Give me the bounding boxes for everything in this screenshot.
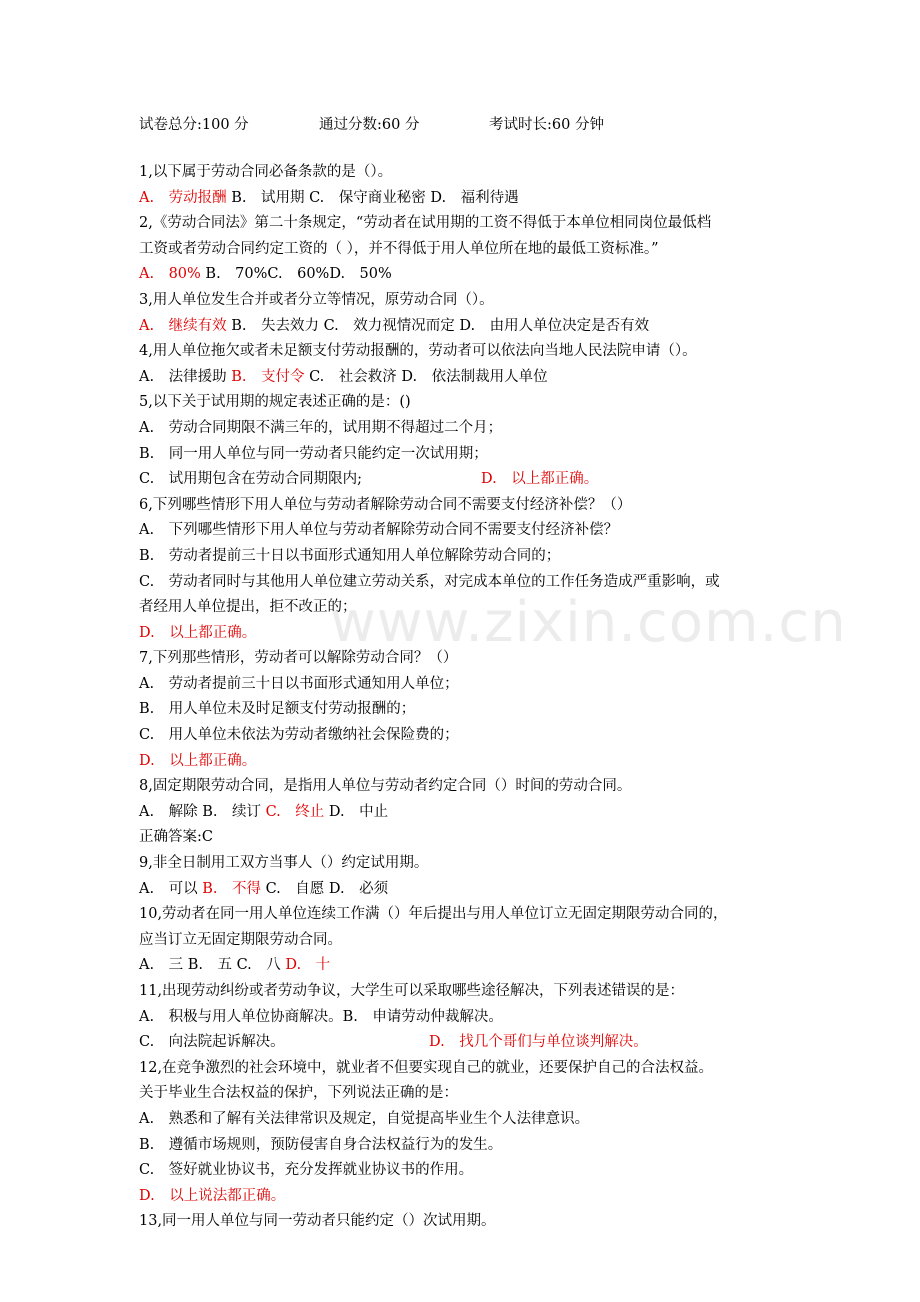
question-text: C. 劳动者同时与其他用人单位建立劳动关系，对完成本单位的工作任务造成严重影响，或 [139,573,720,590]
text-line [139,953,794,979]
text-line [139,1081,794,1107]
text-line [139,672,794,698]
question-text: 6,下列哪些情形下用人单位与劳动者解除劳动合同不需要支付经济补偿？（） [139,496,632,513]
question-text: A. 劳动合同期限不满三年的，试用期不得超过二个月； [139,419,503,436]
question-text: 9,非全日制用工双方当事人（）约定试用期。 [139,855,429,872]
question-text: 4,用人单位拖欠或者未足额支付劳动报酬的，劳动者可以依法向当地人民法院申请（）。 [139,343,697,360]
question-text: A. 下列哪些情形下用人单位与劳动者解除劳动合同不需要支付经济补偿？ [139,522,619,539]
text-line [139,749,794,775]
text-line [139,390,794,416]
text-line [139,595,794,621]
text-line [139,902,794,928]
text-line [139,1005,794,1031]
text-line [139,160,794,186]
question-text: B. 用人单位未及时足额支付劳动报酬的； [139,701,416,718]
question-text: B. 劳动者提前三十日以书面形式通知用人单位解除劳动合同的； [139,547,561,564]
text-line [139,877,794,903]
question-text: B. 70%C. 60%D. 50% [200,266,392,283]
question-text: C. 社会救济 D. 依法制裁用人单位 [304,368,548,385]
question-text: 10,劳动者在同一用人单位连续工作满（）年后提出与用人单位订立无固定期限劳动合同的， [139,906,728,923]
question-text: 1,以下属于劳动合同必备条款的是（）。 [139,164,393,180]
text-line [139,1209,794,1235]
total-score: 试卷总分:100 分 [139,117,249,133]
text-line [139,237,794,263]
text-line [139,1133,794,1159]
text-line [139,697,794,723]
text-line [139,416,794,442]
answer-text: D. 找几个哥们与单位谈判解决。 [429,1034,648,1051]
answer-text: A. 劳动报酬 [139,189,227,206]
text-line [139,314,794,340]
question-text: 12,在竞争激烈的社会环境中，就业者不但要实现自己的就业，还要保护自己的合法权益。 [139,1059,714,1076]
question-text: A. 法律援助 [139,368,232,385]
question-text: C. 用人单位未依法为劳动者缴纳社会保险费的； [139,727,459,744]
text-line [139,211,794,237]
question-text: 应当订立无固定期限劳动合同。 [139,931,342,948]
question-text: 13,同一用人单位与同一劳动者只能约定（）次试用期。 [139,1213,496,1230]
text-line [139,928,794,954]
question-text: 3,用人单位发生合并或者分立等情况，原劳动合同（）。 [139,291,494,308]
question-text: C. 签好就业协议书，充分发挥就业协议书的作用。 [139,1162,474,1179]
answer-text: A. 80% [139,266,201,283]
text-line [139,800,794,826]
question-text: 8,固定期限劳动合同，是指用人单位与劳动者约定合同（）时间的劳动合同。 [139,778,632,795]
text-line [139,1184,794,1210]
text-line [139,442,794,468]
pass-score: 通过分数:60 分 [319,117,420,133]
question-text: 5,以下关于试用期的规定表述正确的是：() [139,394,411,411]
question-text: D. 中止 [324,803,389,820]
answer-text: D. 以上都正确。 [139,752,257,769]
text-line [139,365,794,391]
question-text: 工资或者劳动合同约定工资的（ ），并不得低于用人单位所在地的最低工资标准。” [139,240,659,257]
text-line [139,1107,794,1133]
question-text: C. 向法院起诉解决。 [139,1034,285,1051]
question-text: A. 熟悉和了解有关法律常识及规定，自觉提高毕业生个人法律意识。 [139,1110,590,1127]
text-line [139,288,794,314]
text-line [139,467,794,493]
answer-text: B. 支付令 [231,368,305,385]
question-text: 7,下列那些情形，劳动者可以解除劳动合同？（） [139,650,458,667]
question-text: A. 可以 [139,880,203,897]
text-line [139,723,794,749]
text-line [139,774,794,800]
text-line [139,621,794,647]
text-line [139,570,794,596]
answer-text: A. 继续有效 [139,317,227,334]
text-line [139,851,794,877]
text-line [139,979,794,1005]
answer-text: C. 终止 [265,803,325,820]
question-text: A. 三 B. 五 C. 八 [139,957,286,974]
question-text: C. 自愿 D. 必须 [260,880,389,897]
question-text: 2,《劳动合同法》第二十条规定，“劳动者在试用期的工资不得低于本单位相同岗位最低档 [139,215,712,232]
question-text: B. 同一用人单位与同一劳动者只能约定一次试用期； [139,445,488,462]
text-line [139,262,794,288]
text-line [139,1056,794,1082]
exam-duration: 考试时长:60 分钟 [489,117,604,133]
question-text: B. 遵循市场规则，预防侵害自身合法权益行为的发生。 [139,1136,503,1153]
question-text: C. 试用期包含在劳动合同期限内; [139,471,363,488]
answer-text: D. 以上都正确。 [481,471,599,488]
text-line [139,825,794,851]
answer-text: D. 以上说法都正确。 [139,1187,286,1204]
exam-body [139,160,794,1235]
question-text: B. 失去效力 C. 效力视情况而定 D. 由用人单位决定是否有效 [226,317,650,334]
question-text: 者经用人单位提出，拒不改正的； [139,599,357,616]
question-text: 11,出现劳动纠纷或者劳动争议，大学生可以采取哪些途径解决，下列表述错误的是： [139,983,685,999]
text-line [139,1030,794,1056]
watermark: www.zixin.com.cn [330,590,847,655]
question-text: 正确答案:C [139,829,213,846]
question-text: A. 解除 B. 续订 [139,803,266,820]
text-line [139,518,794,544]
question-text: A. 积极与用人单位协商解决。B. 申请劳动仲裁解决。 [139,1008,503,1025]
question-text: 关于毕业生合法权益的保护，下列说法正确的是： [139,1085,458,1102]
text-line [139,646,794,672]
answer-text: B. 不得 [202,880,261,897]
text-line [139,186,794,212]
text-line [139,1158,794,1184]
text-line [139,544,794,570]
text-line [139,493,794,519]
text-line [139,339,794,365]
answer-text: D. 十 [285,957,331,974]
question-text: B. 试用期 C. 保守商业秘密 D. 福利待遇 [226,189,519,206]
answer-text: D. 以上都正确。 [139,624,257,641]
question-text: A. 劳动者提前三十日以书面形式通知用人单位； [139,675,459,692]
